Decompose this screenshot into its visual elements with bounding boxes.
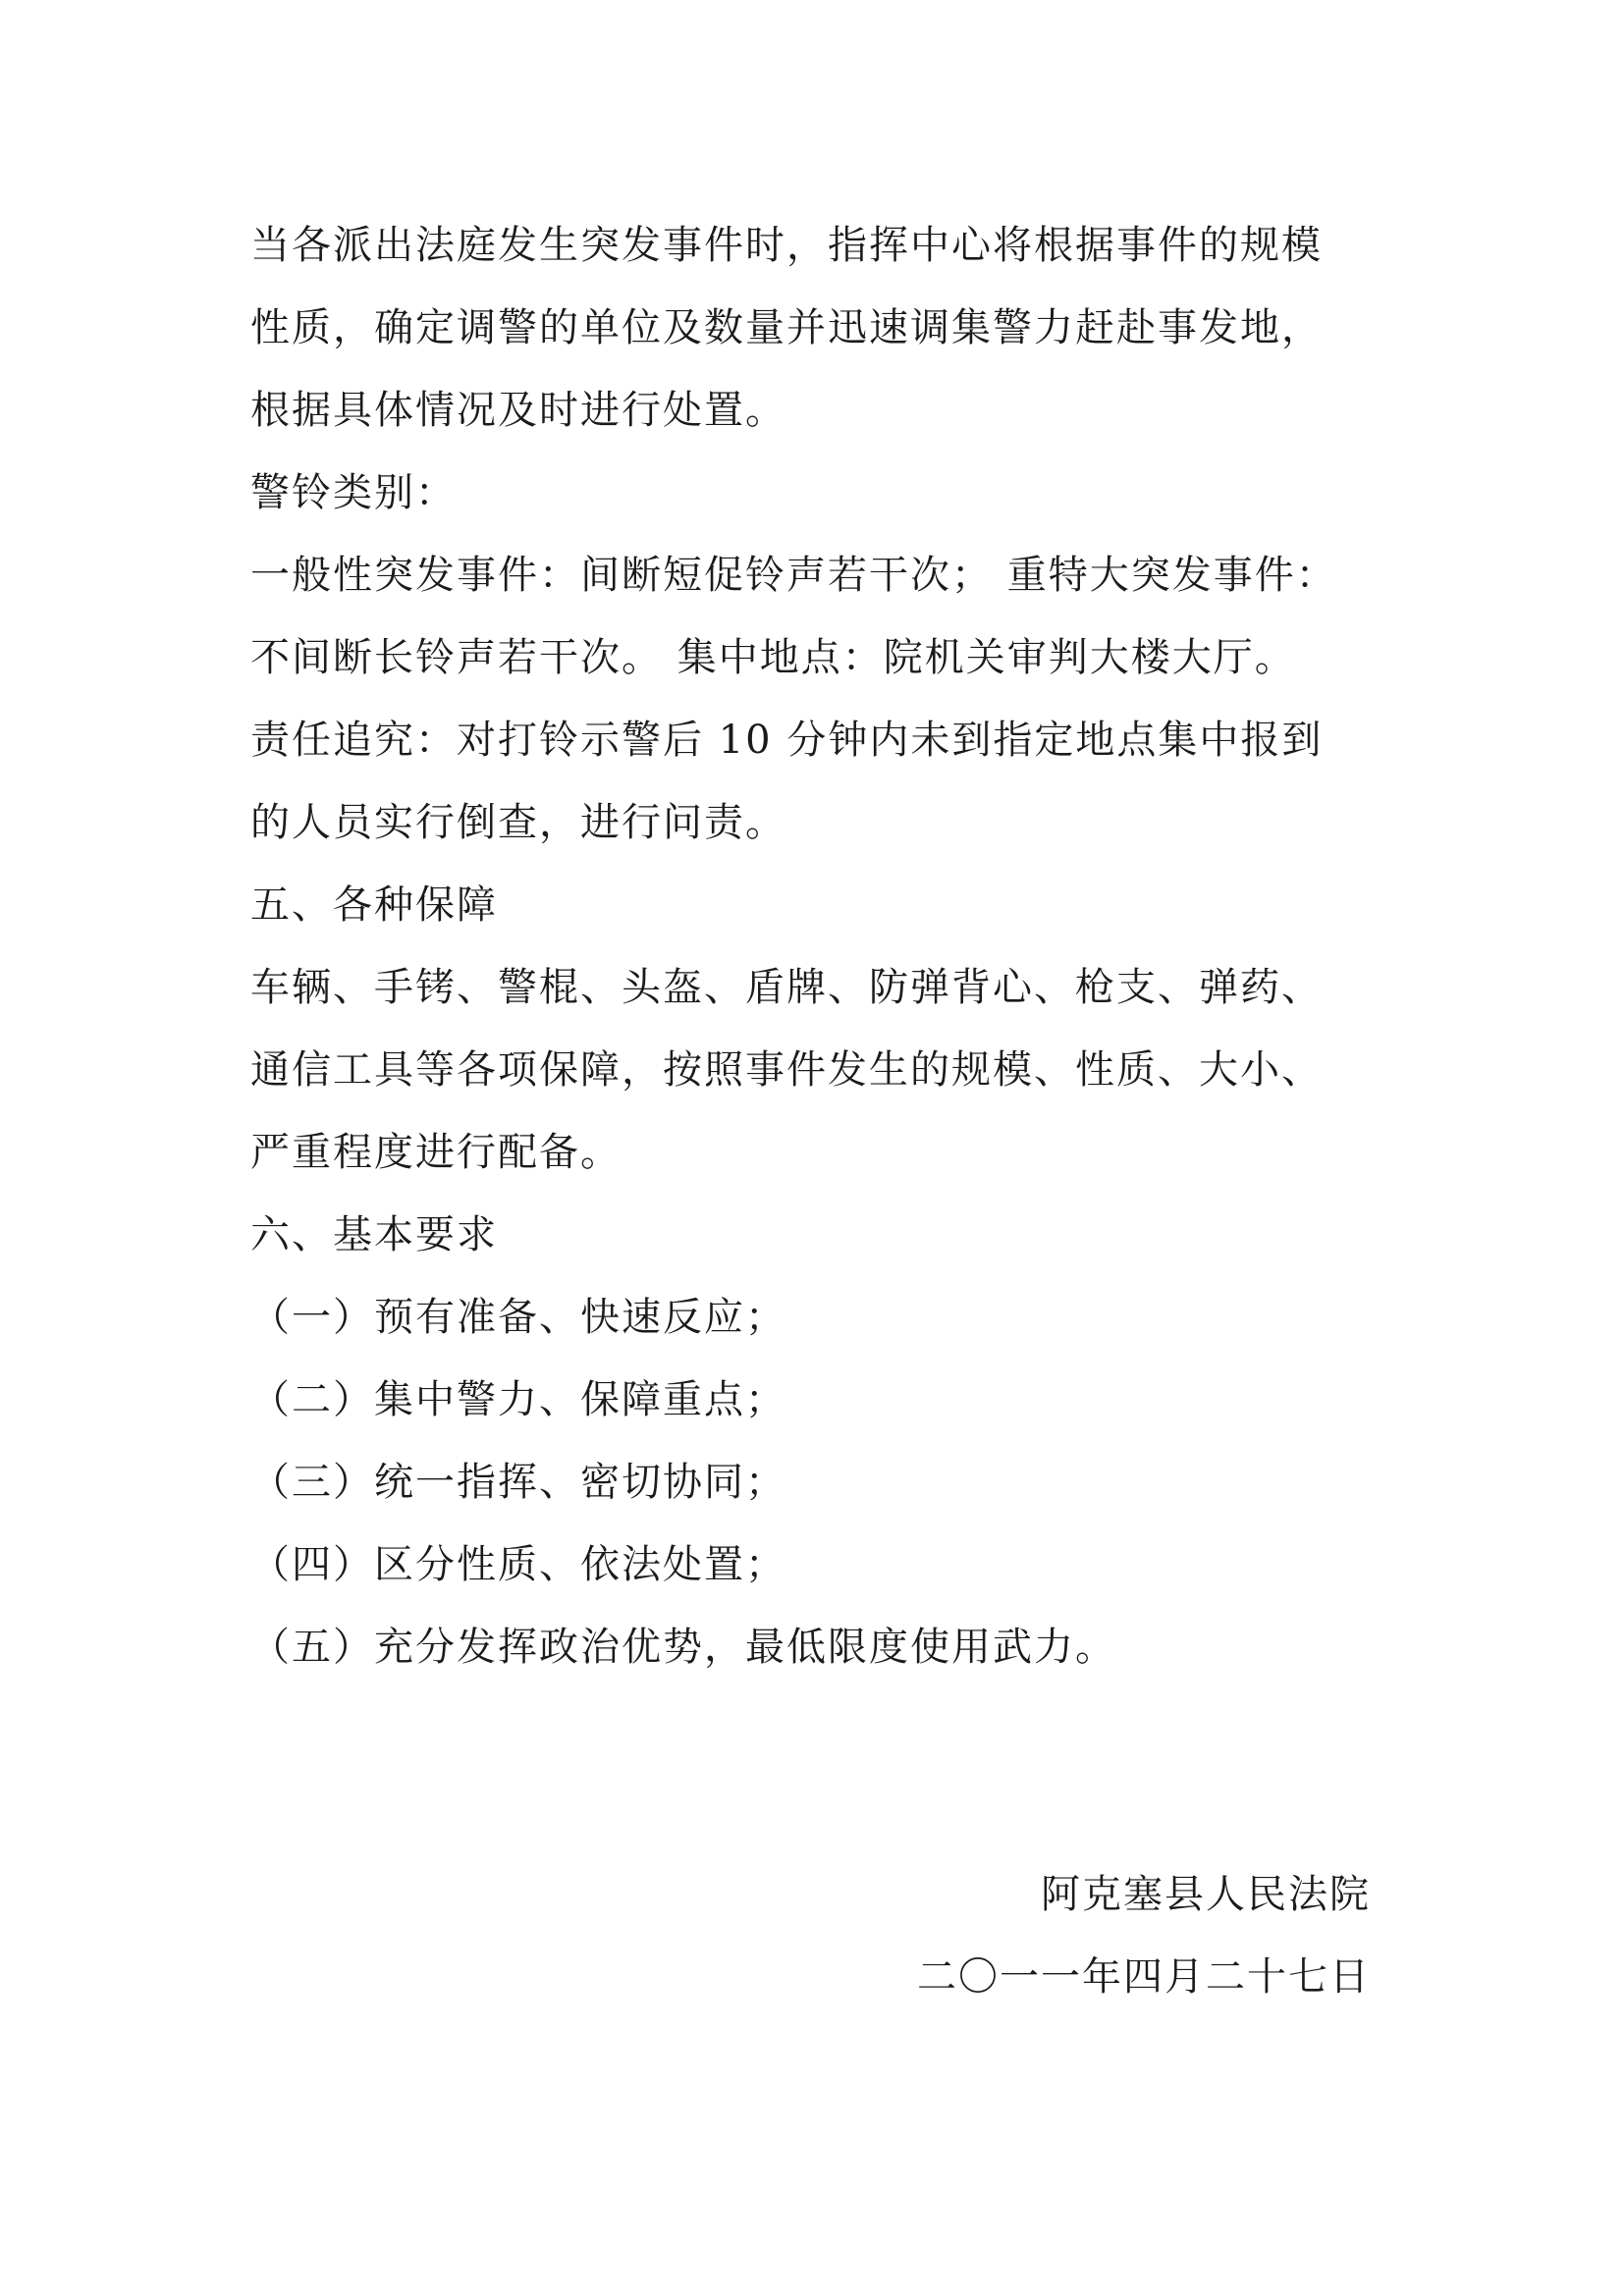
section-heading: 六、基本要求: [250, 1212, 498, 1257]
list-item: （一）预有准备、快速反应；: [250, 1295, 786, 1340]
paragraph-line: 严重程度进行配备。: [250, 1130, 622, 1175]
paragraph-line: 的人员实行倒查，进行问责。: [250, 800, 786, 845]
list-item: （三）统一指挥、密切协同；: [250, 1460, 786, 1505]
signature-organization: 阿克塞县人民法院: [1041, 1872, 1371, 1917]
list-item: （二）集中警力、保障重点；: [250, 1377, 786, 1422]
paragraph-line: 通信工具等各项保障，按照事件发生的规模、性质、大小、: [250, 1047, 1323, 1093]
paragraph-line: 根据具体情况及时进行处置。: [250, 388, 786, 433]
section-heading: 五、各种保障: [250, 882, 498, 928]
signature-date: 二〇一一年四月二十七日: [917, 1954, 1371, 2000]
paragraph-line: 性质，确定调警的单位及数量并迅速调集警力赶赴事发地，: [250, 305, 1323, 350]
paragraph-line: 责任追究：对打铃示警后 10 分钟内未到指定地点集中报到: [250, 718, 1324, 763]
list-item: （四）区分性质、依法处置；: [250, 1542, 786, 1587]
paragraph-line: 一般性突发事件：间断短促铃声若干次； 重特大突发事件：: [250, 553, 1337, 598]
section-label: 警铃类别：: [250, 470, 457, 515]
paragraph-line: 不间断长铃声若干次。 集中地点：院机关审判大楼大厅。: [250, 635, 1296, 680]
paragraph-line: 车辆、手铐、警棍、头盔、盾牌、防弹背心、枪支、弹药、: [250, 965, 1323, 1010]
paragraph-line: 当各派出法庭发生突发事件时，指挥中心将根据事件的规模: [250, 223, 1323, 268]
list-item: （五）充分发挥政治优势，最低限度使用武力。: [250, 1625, 1116, 1670]
